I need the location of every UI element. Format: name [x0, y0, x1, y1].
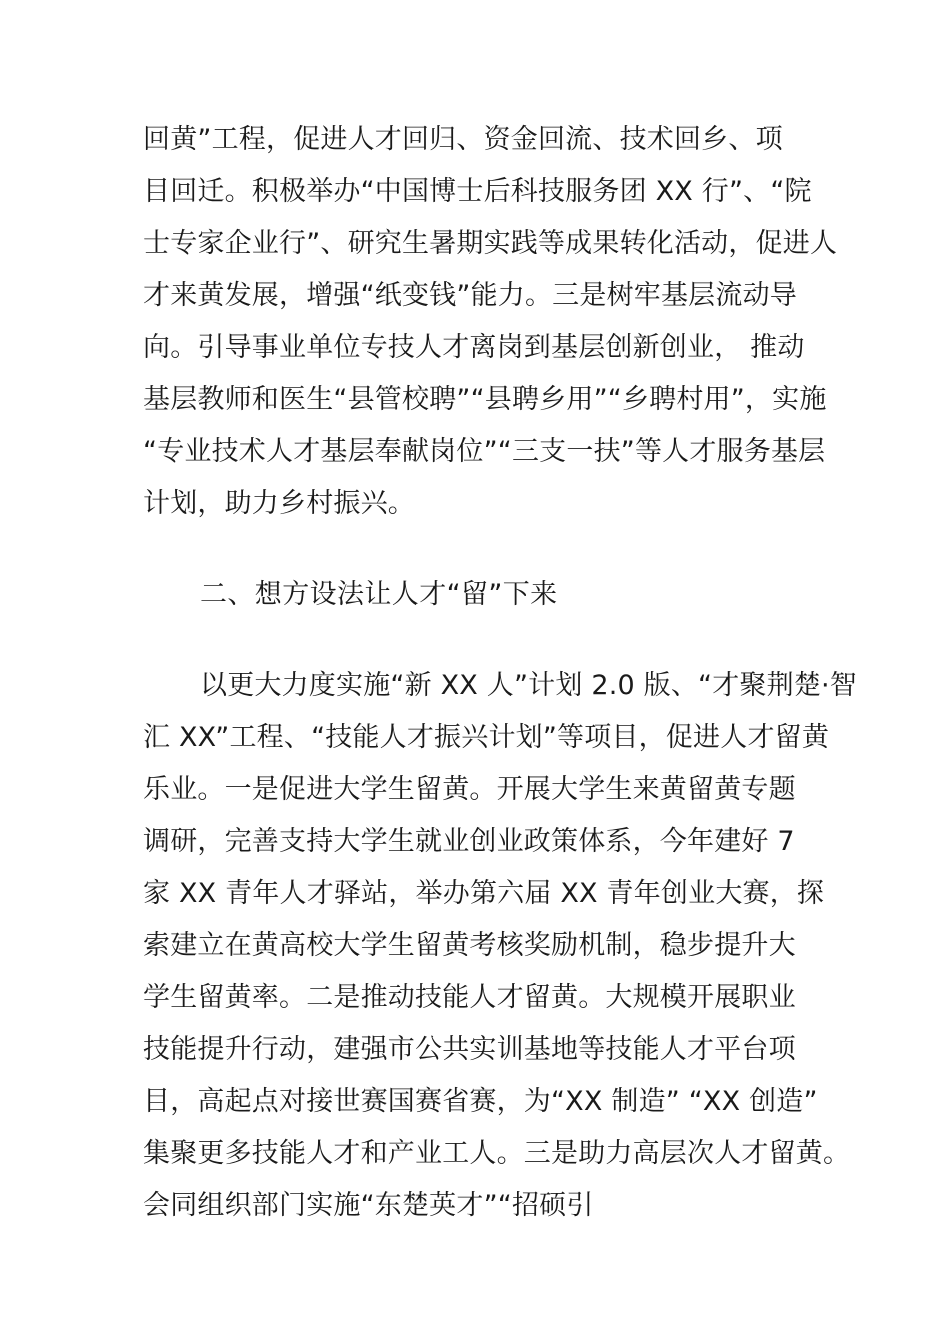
paragraph-line: 回黄”工程，促进人才回归、资金回流、技术回乡、项 — [143, 124, 783, 155]
paragraph-line: 调研，完善支持大学生就业创业政策体系，今年建好 7 — [143, 826, 795, 857]
section-heading: 二、想方设法让人才“留”下来 — [200, 579, 558, 610]
paragraph-line: 士专家企业行”、研究生暑期实践等成果转化活动，促进人 — [143, 228, 838, 259]
paragraph-line: 目回迁。积极举办“中国博士后科技服务团 XX 行”、“院 — [143, 176, 812, 207]
paragraph-line: 集聚更多技能人才和产业工人。三是助力高层次人才留黄。 — [143, 1138, 851, 1169]
paragraph-line: 乐业。一是促进大学生留黄。开展大学生来黄留黄专题 — [143, 774, 796, 805]
paragraph-line: 技能提升行动，建强市公共实训基地等技能人才平台项 — [143, 1034, 796, 1065]
paragraph-line: 目，高起点对接世赛国赛省赛，为“XX 制造” “XX 创造” — [143, 1086, 818, 1117]
paragraph-line: 会同组织部门实施“东楚英才”“招硕引 — [143, 1190, 594, 1221]
paragraph-line: “专业技术人才基层奉献岗位”“三支一扶”等人才服务基层 — [143, 436, 826, 467]
paragraph-line: 索建立在黄高校大学生留黄考核奖励机制，稳步提升大 — [143, 930, 796, 961]
paragraph-line: 汇 XX”工程、“技能人才振兴计划”等项目，促进人才留黄 — [143, 722, 830, 753]
paragraph-line: 才来黄发展，增强“纸变钱”能力。三是树牢基层流动导 — [143, 280, 797, 311]
paragraph-line: 计划，助力乡村振兴。 — [143, 488, 415, 519]
paragraph-line: 向。引导事业单位专技人才离岗到基层创新创业， 推动 — [143, 332, 805, 363]
paragraph-line: 学生留黄率。二是推动技能人才留黄。大规模开展职业 — [143, 982, 796, 1013]
paragraph-line: 以更大力度实施“新 XX 人”计划 2.0 版、“才聚荆楚·智 — [200, 670, 858, 701]
paragraph-line: 家 XX 青年人才驿站，举办第六届 XX 青年创业大赛，探 — [143, 878, 825, 909]
paragraph-line: 基层教师和医生“县管校聘”“县聘乡用”“乡聘村用”，实施 — [143, 384, 827, 415]
